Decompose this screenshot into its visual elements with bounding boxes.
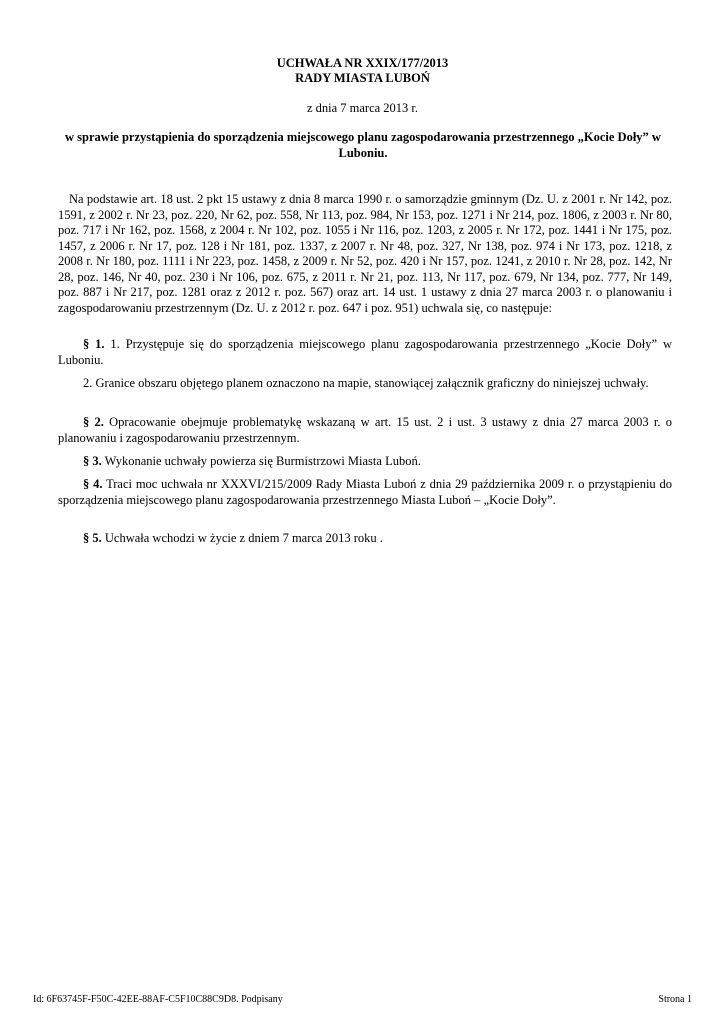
section-5-paragraph xyxy=(58,531,672,547)
section-1-paragraph xyxy=(58,337,672,368)
section-text: Traci moc uchwała nr XXXVI/215/2009 Rady Miasta Luboń z dnia 29 października 2009 r. o przystąpieniu do sporządzenia miejscowego planu zagospodarowania przestrzennego Miasta Luboń – „Kocie Doły”. xyxy=(58,477,673,507)
section-text: Wykonanie uchwały powierza się Burmistrzowi Miasta Luboń. xyxy=(101,454,421,468)
section-text: 1. Przystępuje się do sporządzenia miejscowego planu zagospodarowania przestrzennego „Kocie Doły” w Luboniu. xyxy=(58,337,673,367)
document-date: z dnia 7 marca 2013 r. xyxy=(306,101,419,115)
section-1-point-2-paragraph xyxy=(58,376,672,392)
section-label: § 3. xyxy=(83,454,102,468)
document-title: UCHWAŁA NR XXIX/177/2013 xyxy=(276,56,449,70)
section-label: § 2. xyxy=(83,415,104,429)
section-text: 2. Granice obszaru objętego planem oznaczono na mapie, stanowiącej załącznik graficzny do niniejszej uchwały. xyxy=(83,376,649,390)
document-subject: w sprawie przystąpienia do sporządzenia miejscowego planu zagospodarowania przestrzennego „Kocie Doły” w Luboniu. xyxy=(65,130,661,160)
page-number-footer: Strona 1 xyxy=(658,994,692,1005)
document-issuer: RADY MIASTA LUBOŃ xyxy=(295,71,430,85)
section-2-paragraph xyxy=(58,415,672,446)
section-3-paragraph xyxy=(58,454,672,470)
section-text: Uchwała wchodzi w życie z dniem 7 marca 2013 roku . xyxy=(101,531,383,545)
section-4-paragraph xyxy=(58,477,672,508)
section-label: § 5. xyxy=(83,531,102,545)
document-id-footer: Id: 6F63745F-F50C-42EE-88AF-C5F10C88C9D8. Podpisany xyxy=(33,994,283,1005)
section-label: § 4. xyxy=(83,477,103,491)
section-text: Opracowanie obejmuje problematykę wskazaną w art. 15 ust. 2 i ust. 3 ustawy z dnia 27 marca 2003 r. o planowaniu i zagospodarowaniu przestrzennym. xyxy=(58,415,672,445)
section-label: § 1. xyxy=(83,337,105,351)
legal-basis-paragraph: Na podstawie art. 18 ust. 2 pkt 15 ustawy z dnia 8 marca 1990 r. o samorządzie gminnym (Dz. U. z 2001 r. Nr 142, poz. 1591, z 2002 r. Nr 23, poz. 220, Nr 62, poz. 558, Nr 113, poz. 984, Nr 153, poz. 1271 i Nr 214, poz. 1806, z 2003 r. Nr 80, poz. 717 i Nr 162, poz. 1568, z 2004 r. Nr 102, poz. 1055 i Nr 116, poz. 1203, z 2005 r. Nr 172, poz. 1441 i Nr 175, poz. 1457, z 2006 r. Nr 17, poz. 128 i Nr 181, poz. 1337, z 2007 r. Nr 48, poz. 327, Nr 138, poz. 974 i Nr 173, poz. 1218, z 2008 r. Nr 180, poz. 1111 i Nr 223, poz. 1458, z 2009 r. Nr 52, poz. 420 i Nr 157, poz. 1241, z 2010 r. Nr 28, poz. 142, Nr 28, poz. 146, Nr 40, poz. 230 i Nr 106, poz. 675, z 2011 r. Nr 21, poz. 113, Nr 117, poz. 679, Nr 134, poz. 777, Nr 149, poz. 887 i Nr 217, poz. 1281 oraz z 2012 r. poz. 567) oraz art. 14 ust. 1 ustawy z dnia 27 marca 2003 r. o planowaniu i zagospodarowaniu przestrzennym (Dz. U. z 2012 r. poz. 647 i poz. 951) uchwala się, co następuje: xyxy=(58,192,672,315)
